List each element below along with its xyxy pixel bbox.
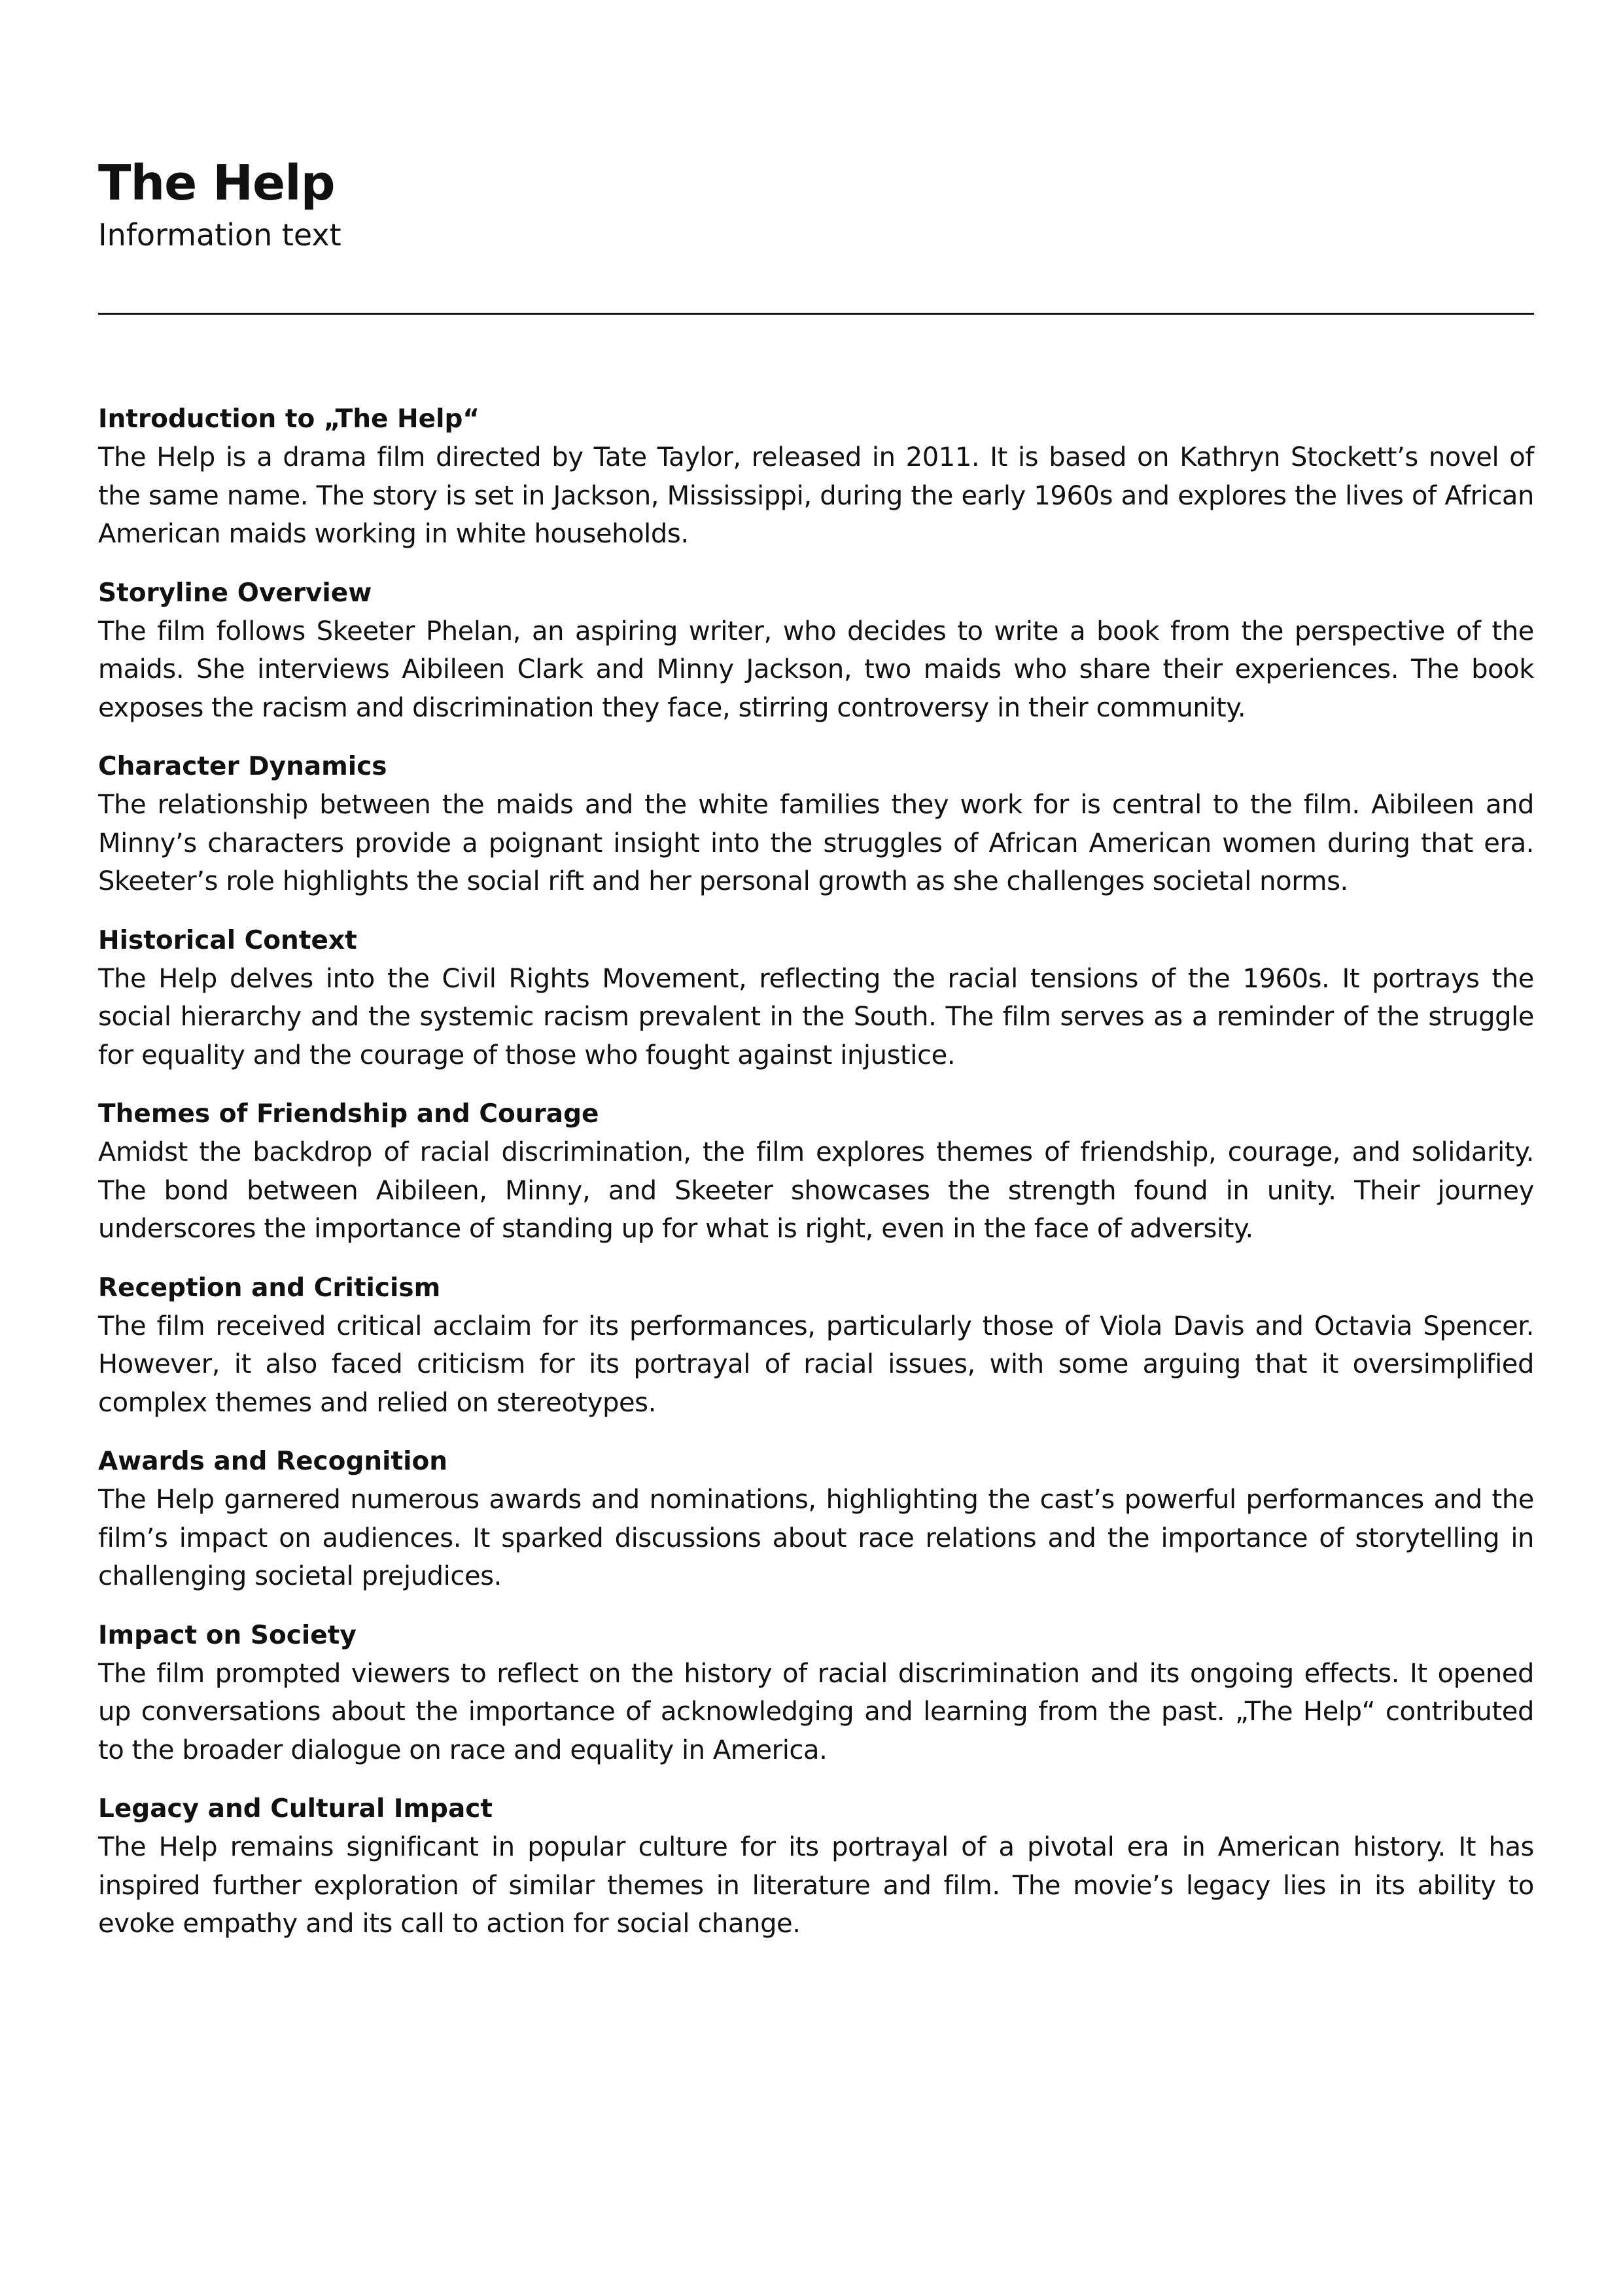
section-heading: Reception and Criticism (98, 1273, 441, 1303)
document-title: The Help (98, 155, 335, 211)
section-heading: Storyline Overview (98, 578, 372, 608)
section-heading: Historical Context (98, 925, 357, 955)
section-body: The Help delves into the Civil Rights Movement, reflecting the racial tensions of the 1960s. It portrays the social hierarchy and the systemic racism prevalent in the South. The film serves as a reminder of the struggle for equality and the courage of those who fought against injustice. (98, 963, 1534, 1070)
section-heading: Themes of Friendship and Courage (98, 1099, 599, 1129)
title-divider (98, 313, 1534, 315)
section-body: The relationship between the maids and the white families they work for is central to the film. Aibileen and Minny’s characters provide a poignant insight into the struggles of African American women during that era. Skeeter’s role highlights the social rift and her personal growth as she challenges societal norms. (98, 790, 1534, 896)
section-historical-context (98, 922, 1534, 1075)
section-introduction (98, 400, 1534, 554)
section-themes (98, 1095, 1534, 1248)
section-body: The film prompted viewers to reflect on the history of racial discrimination and its ongoing effects. It opened up conversations about the importance of acknowledging and learning from the past. „The Help“ contributed to the broader dialogue on race and equality in America. (98, 1658, 1534, 1765)
section-body: Amidst the backdrop of racial discrimination, the film explores themes of friendship, courage, and solidarity. The bond between Aibileen, Minny, and Skeeter showcases the strength found in unity. Their journey underscores the importance of standing up for what is right, even in the face of adversity. (98, 1137, 1534, 1244)
section-reception (98, 1269, 1534, 1422)
section-legacy (98, 1790, 1534, 1943)
section-body: The film follows Skeeter Phelan, an aspiring writer, who decides to write a book from the perspective of the maids. She interviews Aibileen Clark and Minny Jackson, two maids who share their experiences. The book exposes the racism and discrimination they face, stirring controversy in their community. (98, 616, 1534, 723)
section-heading: Character Dynamics (98, 752, 387, 781)
section-body: The film received critical acclaim for its performances, particularly those of Viola Davis and Octavia Spencer. However, it also faced criticism for its portrayal of racial issues, with some arguing that it oversimplified complex themes and relied on stereotypes. (98, 1311, 1534, 1418)
section-heading: Impact on Society (98, 1620, 357, 1650)
document-subtitle: Information text (98, 217, 341, 253)
section-body: The Help remains significant in popular culture for its portrayal of a pivotal era in American history. It has inspired further exploration of similar themes in literature and film. The movie’s legacy lies in its ability to evoke empathy and its call to action for social change. (98, 1832, 1534, 1939)
section-awards (98, 1443, 1534, 1596)
section-storyline-overview (98, 574, 1534, 728)
section-body: The Help is a drama film directed by Tate Taylor, released in 2011. It is based on Kathryn Stockett’s novel of the same name. The story is set in Jackson, Mississippi, during the early 1960s and explores the lives of African American maids working in white households. (98, 442, 1534, 549)
section-heading: Introduction to „The Help“ (98, 404, 480, 434)
document-page (98, 0, 1534, 2296)
section-heading: Legacy and Cultural Impact (98, 1794, 493, 1824)
section-impact (98, 1617, 1534, 1770)
section-character-dynamics (98, 748, 1534, 901)
sections-list (98, 400, 1534, 1964)
section-body: The Help garnered numerous awards and nominations, highlighting the cast’s powerful performances and the film’s impact on audiences. It sparked discussions about race relations and the importance of storytelling in challenging societal prejudices. (98, 1485, 1534, 1591)
section-heading: Awards and Recognition (98, 1447, 448, 1476)
